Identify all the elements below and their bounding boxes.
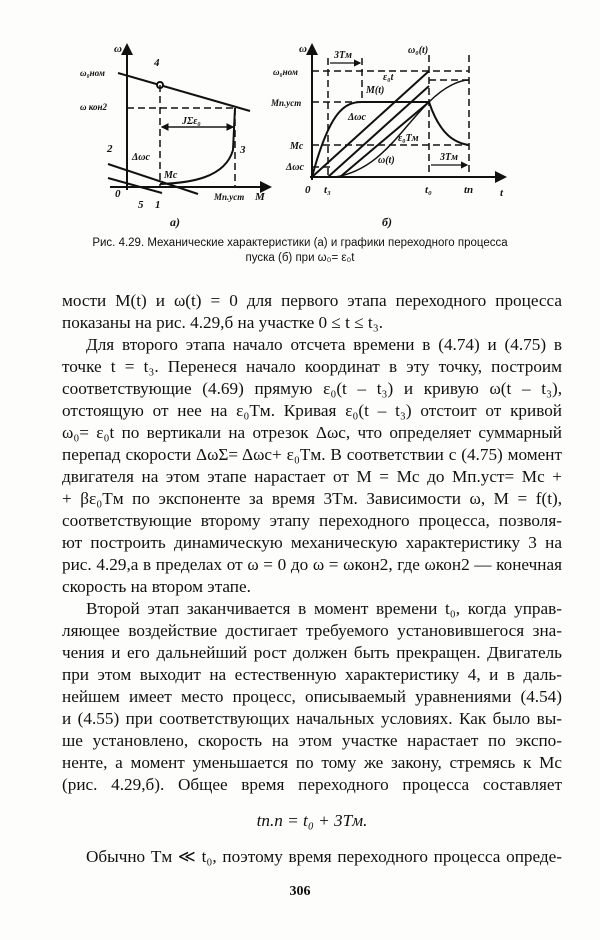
text-line: показаны на рис. 4.29,б на участке 0 ≤ t ≤ t₃. <box>62 313 383 332</box>
label: JΣε₀ <box>182 116 201 127</box>
text-line: чения и его дальнейший рост должен быть прекращен. Двигатель <box>62 643 562 662</box>
text-line: (рис. 4.29,б). Общее время переходного процесса составляет <box>62 775 562 794</box>
label: 3Tм <box>334 50 352 61</box>
text-line: соответствующие (4.69) прямую ε₀(t – t₃) и кривую ω(t – t₃), <box>62 379 562 398</box>
text-line: точке t = t₃. Перенеся начало координат в эту точку, построим <box>62 357 562 376</box>
label: M(t) <box>366 85 385 96</box>
caption-line: Рис. 4.29. Механические характеристики (а) и графики переходного процесса <box>92 237 508 249</box>
panel-label: а) <box>170 215 180 229</box>
label: Mc <box>290 141 304 152</box>
label: t₃ <box>324 184 331 196</box>
label: 2 <box>107 143 113 155</box>
label: ω₀(t) <box>408 45 429 56</box>
text-line: Второй этап заканчивается в момент времени t₀, когда управ- <box>86 599 562 618</box>
text-line: перепад скорости ΔωΣ= Δωc+ ε₀Tм. В соответствии с (4.75) момент <box>62 445 562 464</box>
panel-label: б) <box>382 215 392 229</box>
figure-caption <box>40 236 560 266</box>
text-line: мости M(t) и ω(t) = 0 для первого этапа переходного процесса <box>62 291 562 310</box>
label: 4 <box>154 57 160 69</box>
label: Mc <box>164 170 178 181</box>
figure-4-29 <box>0 0 600 235</box>
label: ω₀ном <box>273 67 298 77</box>
caption-line: пуска (б) при ω₀= ε₀t <box>245 252 355 264</box>
text-line: ω₀= ε₀t по вертикали на отрезок Δωc, что определяет суммарный <box>62 423 562 442</box>
text-line: двигателя на этом этапе нарастает от M = Mc до Mп.уст= Mc + <box>62 467 562 486</box>
characteristic-4 <box>118 73 250 111</box>
label: 3 <box>240 144 246 156</box>
text-line: ют построить динамическую механическую характеристику 3 на <box>62 533 562 552</box>
text-line: ше установлено, скорость на этом участке нарастает по экспо- <box>62 731 562 750</box>
text-line: нейшем имеет место процесс, описываемый уравнениями (4.54) <box>62 687 562 706</box>
label: Mп.уст <box>214 192 245 202</box>
label: 5 <box>138 199 144 211</box>
text-line: Для второго этапа начало отсчета времени в (4.74) и (4.75) в <box>86 335 562 354</box>
label: ε₀Tм <box>398 133 419 144</box>
page-number: 306 <box>289 884 311 899</box>
label: ε₀t <box>383 72 394 83</box>
axis-label: t <box>500 187 504 199</box>
text-line: соответствующие второму этапу переходного процесса, позволя- <box>62 511 562 530</box>
axis-label: M <box>255 191 265 203</box>
label: Δωc <box>132 152 150 163</box>
label: ω₀ном <box>80 68 105 78</box>
text-line: при этом выходит на естественную характеристику 4, и в даль- <box>62 665 562 684</box>
panel-b <box>270 43 505 229</box>
label: Δωс <box>348 112 366 123</box>
text-line: отстоящую от нее на ε₀Tм. Кривая ε₀(t – t₃) отстоит от кривой <box>62 401 562 420</box>
label: 0 <box>305 184 311 196</box>
label: 0 <box>115 188 121 200</box>
formula: tп.п = t₀ + 3Tм. <box>256 811 368 830</box>
label: ω(t) <box>378 155 395 166</box>
axis-label: ω <box>299 43 307 55</box>
label: 3Tм <box>440 152 458 163</box>
body-text <box>62 290 562 868</box>
text-line: рис. 4.29,а в пределах от ω = 0 до ω = ωкон2, где ωкон2 — конечная <box>62 555 562 574</box>
label: Mп.уст <box>271 98 302 108</box>
label: tп <box>464 184 474 196</box>
panel-a <box>80 43 270 229</box>
text-line: скорость на втором этапе. <box>62 577 251 596</box>
text-line: и (4.55) при соответствующих начальных условиях. Как было вы- <box>62 709 562 728</box>
label: ω кон2 <box>80 102 107 112</box>
label: 1 <box>155 199 161 211</box>
text-line: + βε₀Tм по экспоненте за время 3Tм. Зависимости ω, M = f(t), <box>62 489 562 508</box>
label: Δωc <box>286 162 304 173</box>
label: t₀ <box>425 184 432 196</box>
text-line: ненте, а момент уменьшается по тому же закону, стремясь к Mc <box>62 753 562 772</box>
text-line: ляющее воздействие достигает требуемого установившегося зна- <box>62 621 562 640</box>
text-line: Обычно Tм ≪ t₀, поэтому время переходного процесса опреде- <box>86 847 562 866</box>
axis-label: ω <box>114 43 122 55</box>
